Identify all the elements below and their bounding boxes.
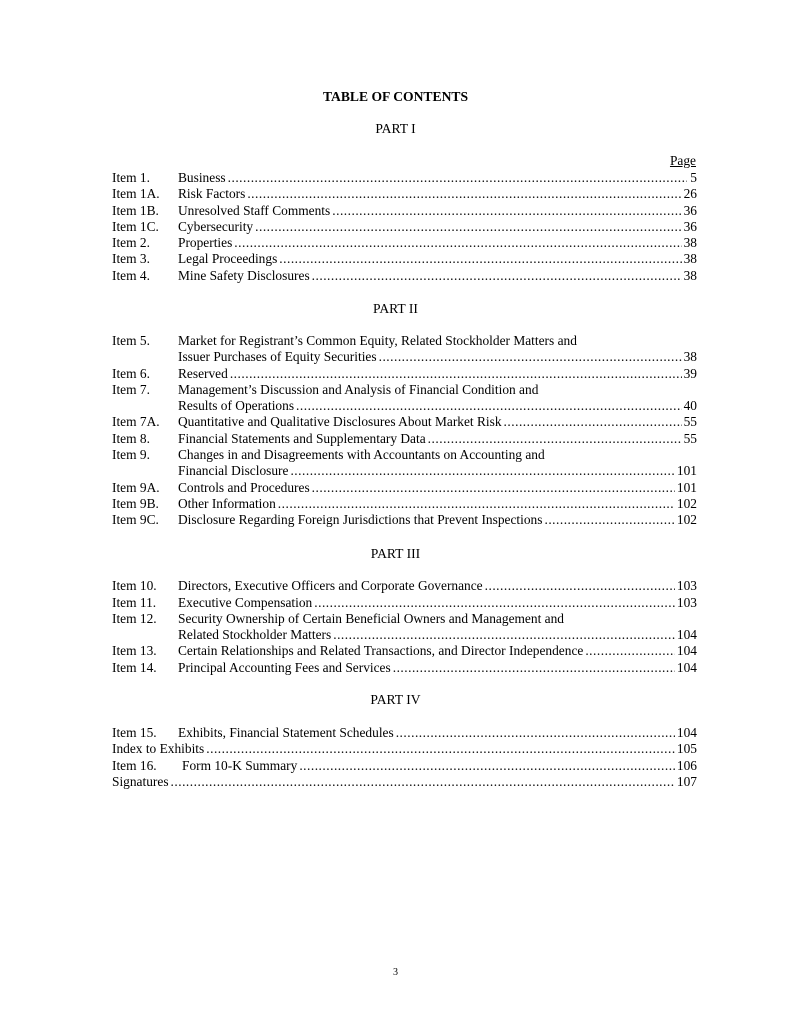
dot-leader [393, 660, 675, 676]
page-number[interactable]: 38 [683, 251, 697, 266]
entry-title[interactable]: Certain Relationships and Related Transactions, and Director Independence [178, 643, 584, 658]
toc-entry-item11[interactable] [112, 595, 697, 611]
part-2-heading: PART II [373, 301, 418, 316]
item-number: Item 1A. [112, 186, 160, 201]
toc-entry-item1a[interactable] [112, 186, 697, 202]
page-number[interactable]: 103 [676, 595, 697, 610]
item-number: Item 14. [112, 660, 157, 675]
dot-leader [228, 170, 687, 186]
dot-leader [278, 496, 675, 512]
dot-leader [312, 480, 675, 496]
dot-leader [585, 643, 675, 659]
dot-leader [396, 725, 675, 741]
dot-leader [296, 398, 682, 414]
item-number: Item 6. [112, 366, 150, 381]
toc-entry-item12[interactable] [112, 627, 697, 643]
entry-title[interactable]: Cybersecurity [178, 219, 254, 234]
page-number[interactable]: 105 [676, 741, 697, 756]
entry-title[interactable]: Financial Disclosure [178, 463, 289, 478]
toc-entry-item9b[interactable] [112, 496, 697, 512]
entry-title[interactable]: Disclosure Regarding Foreign Jurisdictions that Prevent Inspections [178, 512, 543, 527]
toc-entry-item8[interactable] [112, 431, 697, 447]
entry-title[interactable]: Signatures [112, 774, 169, 789]
toc-entry-item9c[interactable] [112, 512, 697, 528]
page-number[interactable]: 104 [676, 627, 697, 642]
entry-title[interactable]: Exhibits, Financial Statement Schedules [178, 725, 394, 740]
entry-title[interactable]: Index to Exhibits [112, 741, 205, 756]
item-number: Item 16. [112, 758, 157, 773]
page-number[interactable]: 55 [683, 431, 697, 446]
dot-leader [312, 268, 682, 284]
dot-leader [247, 186, 681, 202]
item-number: Item 1B. [112, 203, 159, 218]
item-number: Item 12. [112, 611, 157, 626]
part-1-heading: PART I [375, 121, 416, 136]
item-number: Item 7A. [112, 414, 160, 429]
dot-leader [544, 512, 674, 528]
page-number[interactable]: 107 [676, 774, 697, 789]
toc-entry-item7a[interactable] [112, 414, 697, 430]
dot-leader [299, 758, 675, 774]
toc-entry-item1b[interactable] [112, 203, 697, 219]
toc-entry-item1c[interactable] [112, 219, 697, 235]
entry-title[interactable]: Controls and Procedures [178, 480, 310, 495]
page-number[interactable]: 102 [676, 496, 697, 511]
page-number[interactable]: 104 [676, 643, 697, 658]
item-number: Item 9. [112, 447, 150, 462]
page-column-label: Page [669, 153, 696, 168]
page-number[interactable]: 36 [683, 219, 697, 234]
item-number: Item 10. [112, 578, 157, 593]
entry-title[interactable]: Properties [178, 235, 233, 250]
item-number: Item 8. [112, 431, 150, 446]
page-number[interactable]: 40 [683, 398, 697, 413]
page-number[interactable]: 106 [676, 758, 697, 773]
document-title: TABLE OF CONTENTS [322, 89, 469, 104]
dot-leader [428, 431, 682, 447]
toc-entry-item7[interactable] [112, 398, 697, 414]
page-number[interactable]: 36 [683, 203, 697, 218]
dot-leader [234, 235, 681, 251]
toc-entry-item1[interactable] [112, 170, 697, 186]
entry-title[interactable]: Issuer Purchases of Equity Securities [178, 349, 377, 364]
entry-title[interactable]: Reserved [178, 366, 228, 381]
page-number[interactable]: 39 [683, 366, 697, 381]
toc-entry-item6[interactable] [112, 366, 697, 382]
entry-title[interactable]: Risk Factors [178, 186, 246, 201]
dot-leader [255, 219, 681, 235]
toc-entry-item10[interactable] [112, 578, 697, 594]
item-number: Item 11. [112, 595, 157, 610]
entry-title[interactable]: Results of Operations [178, 398, 295, 413]
item-number: Item 1C. [112, 219, 159, 234]
item-number: Item 9C. [112, 512, 159, 527]
toc-entry-item5-line1[interactable] [112, 333, 697, 349]
toc-entry-item9[interactable] [112, 463, 697, 479]
dot-leader [504, 414, 682, 430]
entry-title[interactable]: Other Information [178, 496, 276, 511]
page-number[interactable]: 38 [683, 268, 697, 283]
part-3-heading: PART III [370, 546, 421, 561]
toc-entry-item15[interactable] [112, 725, 697, 741]
item-number: Item 7. [112, 382, 150, 397]
toc-entry-item7-line1[interactable] [112, 382, 697, 398]
page-number[interactable]: 38 [683, 235, 697, 250]
entry-title[interactable]: Legal Proceedings [178, 251, 278, 266]
footer-page-number: 3 [393, 967, 398, 978]
page-number[interactable]: 104 [676, 660, 697, 675]
entry-title[interactable]: Business [178, 170, 226, 185]
toc-entry-item4[interactable] [112, 268, 697, 284]
item-number: Item 5. [112, 333, 150, 348]
dot-leader [379, 349, 682, 365]
page-number[interactable]: 5 [690, 170, 697, 185]
item-number: Item 9B. [112, 496, 159, 511]
entry-title[interactable]: Directors, Executive Officers and Corporate Governance [178, 578, 483, 593]
page-number[interactable]: 102 [676, 512, 697, 527]
entry-title[interactable]: Mine Safety Disclosures [178, 268, 310, 283]
item-number: Item 15. [112, 725, 157, 740]
entry-title[interactable]: Related Stockholder Matters [178, 627, 332, 642]
page-number[interactable]: 26 [683, 186, 697, 201]
page-number[interactable]: 103 [676, 578, 697, 593]
toc-entry-item3[interactable] [112, 251, 697, 267]
dot-leader [171, 774, 675, 790]
toc-entry-item14[interactable] [112, 660, 697, 676]
dot-leader [333, 627, 675, 643]
part-4-heading: PART IV [370, 692, 421, 707]
toc-entry-item2[interactable] [112, 235, 697, 251]
dot-leader [279, 251, 681, 267]
entry-title[interactable]: Principal Accounting Fees and Services [178, 660, 391, 675]
page-number[interactable]: 101 [676, 480, 697, 495]
item-number: Item 4. [112, 268, 150, 283]
toc-entry-signatures[interactable] [112, 774, 697, 790]
entry-title-line1[interactable]: Market for Registrant’s Common Equity, Related Stockholder Matters and [178, 333, 577, 348]
toc-entry-item9a[interactable] [112, 480, 697, 496]
page-number[interactable]: 104 [676, 725, 697, 740]
item-number: Item 3. [112, 251, 150, 266]
entry-title[interactable]: Quantitative and Qualitative Disclosures About Market Risk [178, 414, 502, 429]
entry-title-line1[interactable]: Security Ownership of Certain Beneficial Owners and Management and [178, 611, 564, 626]
entry-title[interactable]: Executive Compensation [178, 595, 313, 610]
dot-leader [230, 366, 682, 382]
page-number[interactable]: 38 [683, 349, 697, 364]
item-number: Item 2. [112, 235, 150, 250]
item16-label [112, 758, 297, 774]
item-number: Item 1. [112, 170, 150, 185]
entry-title-line1[interactable]: Changes in and Disagreements with Accountants on Accounting and [178, 447, 545, 462]
page-number[interactable]: 55 [683, 414, 697, 429]
toc-entry-item16[interactable] [112, 758, 697, 774]
dot-leader [314, 595, 675, 611]
toc-entry-item5[interactable] [112, 349, 697, 365]
dot-leader [206, 741, 675, 757]
toc-entry-item13[interactable] [112, 643, 697, 659]
toc-entry-item9-line1[interactable] [112, 447, 697, 463]
dot-leader [290, 463, 674, 479]
dot-leader [332, 203, 681, 219]
entry-title[interactable]: Financial Statements and Supplementary Data [178, 431, 426, 446]
dot-leader [485, 578, 675, 594]
toc-entry-item12-line1[interactable] [112, 611, 697, 627]
entry-title[interactable]: Form 10-K Summary [182, 758, 298, 773]
item-number: Item 9A. [112, 480, 160, 495]
item-number: Item 13. [112, 643, 157, 658]
entry-title-line1[interactable]: Management’s Discussion and Analysis of Financial Condition and [178, 382, 539, 397]
toc-entry-index-to-exhibits[interactable] [112, 741, 697, 757]
entry-title[interactable]: Unresolved Staff Comments [178, 203, 331, 218]
page-number[interactable]: 101 [676, 463, 697, 478]
